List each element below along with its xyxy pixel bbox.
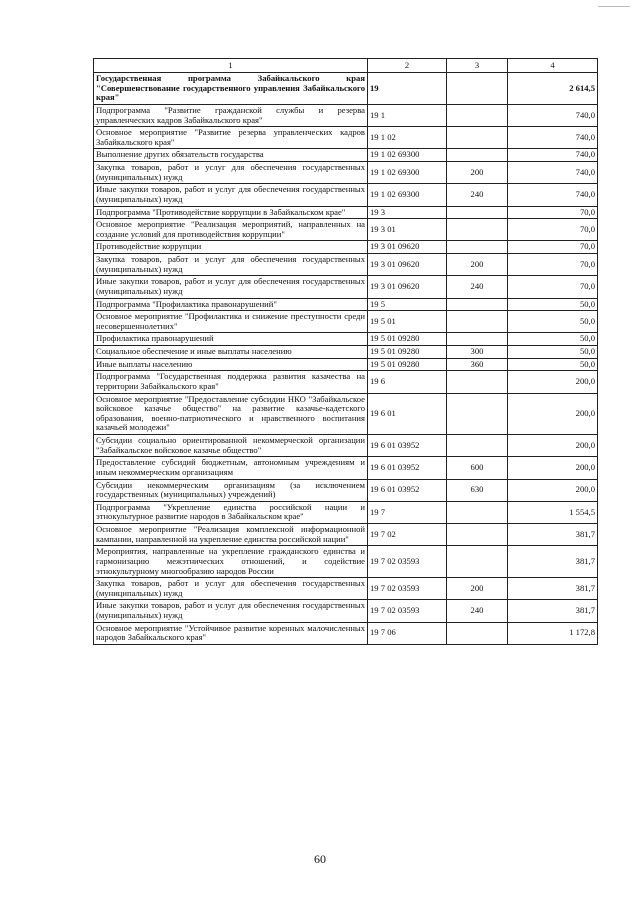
row-expense-type: 200 [447,578,508,600]
table-row [94,346,598,359]
row-name: Мероприятия, направленные на укрепление гражданского единства и гармонизацию межэтнических отношений, и содействие этнокультурному многообразию народов России [94,546,368,578]
row-name: Подпрограмма "Развитие гражданской службы и резерва управленческих кадров Забайкальского края" [94,104,368,126]
row-amount: 381,7 [508,600,598,622]
row-expense-type: 240 [447,184,508,206]
row-expense-type: 200 [447,254,508,276]
row-name: Предоставление субсидий бюджетным, автономным учреждениям и иным некоммерческим организациям [94,457,368,479]
row-name: Иные закупки товаров, работ и услуг для обеспечения государственных (муниципальных) нужд [94,600,368,622]
table-row [94,524,598,546]
table-row [94,578,598,600]
row-amount: 740,0 [508,104,598,126]
row-expense-type [447,622,508,644]
row-name: Основное мероприятие "Предоставление субсидии НКО "Забайкальское войсковое казачье общество" на развитие казачье-кадетского образования, военно-патриотического и нравственного воспитания казачьей молодежи" [94,393,368,435]
row-expense-type [447,393,508,435]
table-row [94,298,598,311]
row-code: 19 6 01 03952 [368,457,447,479]
page-number: 60 [314,852,326,866]
row-name: Основное мероприятие "Реализация комплексной информационной кампании, направленной на укрепление единства российской нации" [94,524,368,546]
row-amount: 381,7 [508,546,598,578]
table-row [94,457,598,479]
row-amount: 740,0 [508,162,598,184]
row-name: Иные закупки товаров, работ и услуг для обеспечения государственных (муниципальных) нужд [94,276,368,298]
row-name: Иные выплаты населению [94,358,368,371]
row-expense-type: 630 [447,479,508,501]
row-expense-type [447,127,508,149]
row-amount: 50,0 [508,333,598,346]
header-col-3: 3 [447,59,508,73]
row-name: Профилактика правонарушений [94,333,368,346]
table-row [94,254,598,276]
row-name: Подпрограмма "Государственная поддержка развития казачества на территории Забайкальского края" [94,371,368,393]
row-expense-type: 300 [447,346,508,359]
row-name: Основное мероприятие "Устойчивое развитие коренных малочисленных народов Забайкальского края" [94,622,368,644]
row-amount: 381,7 [508,524,598,546]
row-amount: 50,0 [508,311,598,333]
row-name: Иные закупки товаров, работ и услуг для обеспечения государственных (муниципальных) нужд [94,184,368,206]
row-amount: 740,0 [508,127,598,149]
row-code: 19 1 [368,104,447,126]
row-expense-type [447,298,508,311]
corner-divider [598,6,630,7]
table-row [94,600,598,622]
row-code: 19 5 01 [368,311,447,333]
row-expense-type [447,311,508,333]
row-code: 19 1 02 69300 [368,149,447,162]
row-expense-type [447,206,508,219]
row-name: Выполнение других обязательств государства [94,149,368,162]
table-row [94,241,598,254]
row-name: Основное мероприятие "Профилактика и снижение преступности среди несовершеннолетних" [94,311,368,333]
row-amount: 200,0 [508,435,598,457]
row-amount: 200,0 [508,479,598,501]
table-row [94,311,598,333]
row-amount: 200,0 [508,457,598,479]
row-expense-type [447,501,508,523]
row-name: Субсидии социально ориентированной некоммерческой организации "Забайкальское войсковое казачье общество" [94,435,368,457]
row-code: 19 3 01 09620 [368,241,447,254]
table-row [94,219,598,241]
row-amount: 50,0 [508,346,598,359]
row-amount: 70,0 [508,206,598,219]
row-code: 19 5 01 09280 [368,346,447,359]
row-code: 19 6 [368,371,447,393]
header-col-2: 2 [368,59,447,73]
table-header-row [94,59,598,73]
row-expense-type: 600 [447,457,508,479]
row-code: 19 [368,73,447,105]
row-code: 19 5 [368,298,447,311]
row-amount: 740,0 [508,184,598,206]
row-name: Социальное обеспечение и иные выплаты населению [94,346,368,359]
row-name: Подпрограмма "Профилактика правонарушений" [94,298,368,311]
row-amount: 740,0 [508,149,598,162]
row-amount: 50,0 [508,358,598,371]
row-name: Закупка товаров, работ и услуг для обеспечения государственных (муниципальных) нужд [94,162,368,184]
table-row [94,435,598,457]
table-row [94,162,598,184]
row-code: 19 1 02 69300 [368,184,447,206]
row-amount: 70,0 [508,276,598,298]
table-row [94,184,598,206]
table-row [94,393,598,435]
row-amount: 1 554,5 [508,501,598,523]
row-code: 19 3 [368,206,447,219]
table-row [94,276,598,298]
row-code: 19 7 06 [368,622,447,644]
row-name: Государственная программа Забайкальского края "Совершенствование государственного управления Забайкальского края" [94,73,368,105]
row-expense-type [447,546,508,578]
row-code: 19 3 01 09620 [368,276,447,298]
table-row [94,206,598,219]
table-row [94,127,598,149]
table-row [94,73,598,105]
row-expense-type: 240 [447,600,508,622]
row-code: 19 5 01 09280 [368,358,447,371]
row-expense-type [447,333,508,346]
row-code: 19 3 01 [368,219,447,241]
row-amount: 1 172,8 [508,622,598,644]
row-expense-type [447,104,508,126]
header-col-1: 1 [94,59,368,73]
row-code: 19 7 [368,501,447,523]
row-code: 19 7 02 [368,524,447,546]
row-name: Основное мероприятие "Реализация мероприятий, направленных на создание условий для противодействия коррупции" [94,219,368,241]
row-expense-type: 200 [447,162,508,184]
row-name: Закупка товаров, работ и услуг для обеспечения государственных (муниципальных) нужд [94,254,368,276]
table-row [94,479,598,501]
row-name: Закупка товаров, работ и услуг для обеспечения государственных (муниципальных) нужд [94,578,368,600]
row-expense-type: 360 [447,358,508,371]
row-code: 19 7 02 03593 [368,578,447,600]
header-col-4: 4 [508,59,598,73]
row-expense-type [447,435,508,457]
row-code: 19 7 02 03593 [368,546,447,578]
table-row [94,149,598,162]
table-row [94,546,598,578]
row-code: 19 6 01 03952 [368,479,447,501]
row-code: 19 6 01 [368,393,447,435]
row-amount: 70,0 [508,254,598,276]
table-row [94,333,598,346]
table-row [94,104,598,126]
table-row [94,501,598,523]
row-amount: 50,0 [508,298,598,311]
row-expense-type [447,524,508,546]
row-code: 19 1 02 [368,127,447,149]
row-expense-type [447,73,508,105]
row-code: 19 7 02 03593 [368,600,447,622]
table-row [94,358,598,371]
row-amount: 2 614,5 [508,73,598,105]
row-code: 19 3 01 09620 [368,254,447,276]
row-amount: 70,0 [508,241,598,254]
table-row [94,622,598,644]
row-name: Подпрограмма "Укрепление единства российской нации и этнокультурное развитие народов в Забайкальском крае" [94,501,368,523]
row-code: 19 1 02 69300 [368,162,447,184]
row-name: Субсидии некоммерческим организациям (за исключением государственных (муниципальных) учреждений) [94,479,368,501]
row-expense-type [447,241,508,254]
row-amount: 200,0 [508,371,598,393]
row-expense-type: 240 [447,276,508,298]
row-code: 19 6 01 03952 [368,435,447,457]
row-name: Подпрограмма "Противодействие коррупции в Забайкальском крае" [94,206,368,219]
row-amount: 200,0 [508,393,598,435]
table-body [94,73,598,645]
row-amount: 381,7 [508,578,598,600]
table-row [94,371,598,393]
row-code: 19 5 01 09280 [368,333,447,346]
row-expense-type [447,149,508,162]
row-amount: 70,0 [508,219,598,241]
row-name: Противодействие коррупции [94,241,368,254]
row-expense-type [447,219,508,241]
budget-table [93,58,598,645]
row-name: Основное мероприятие "Развитие резерва управленческих кадров Забайкальского края" [94,127,368,149]
row-expense-type [447,371,508,393]
